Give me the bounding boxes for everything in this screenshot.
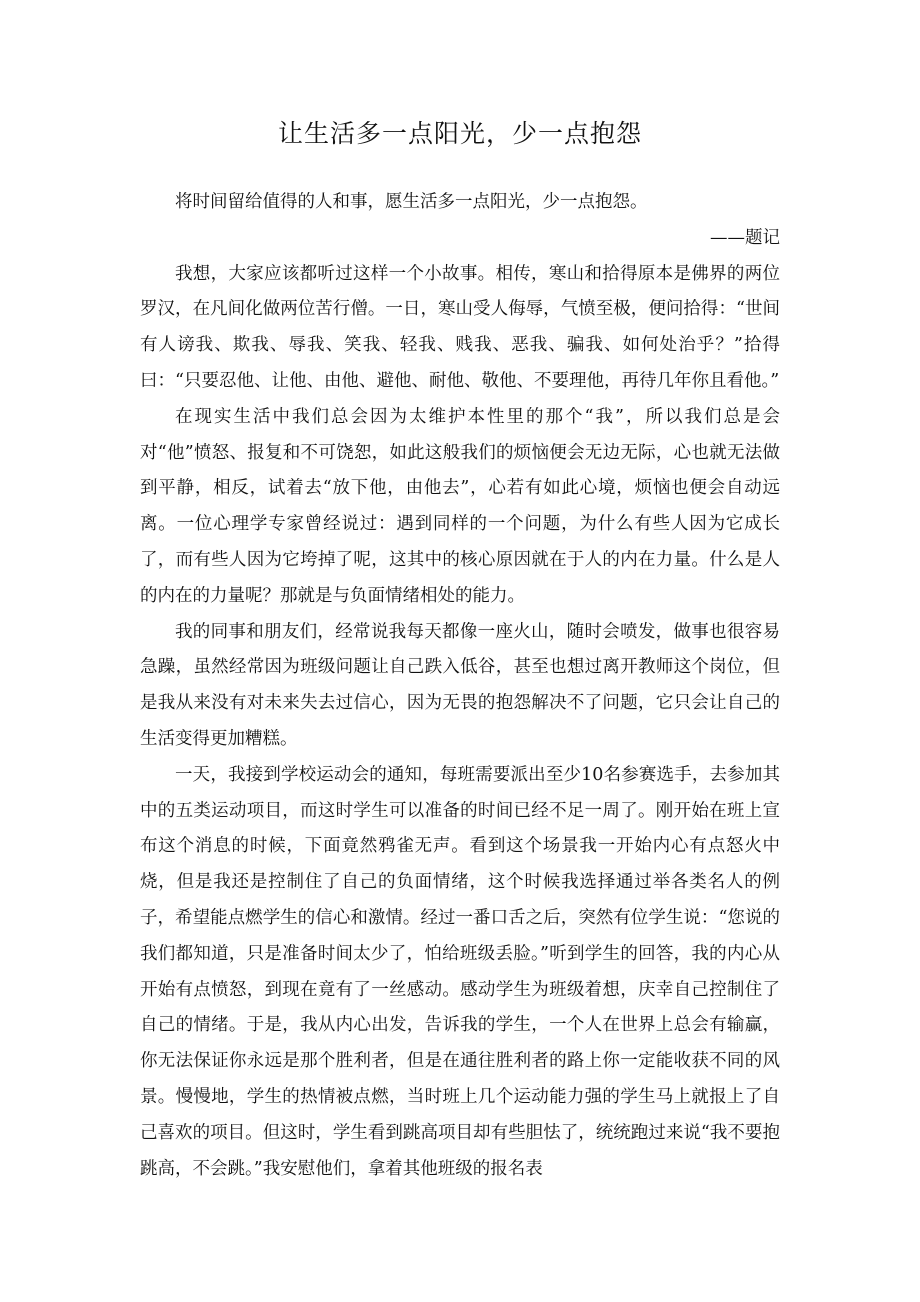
document-title: 让生活多一点阳光，少一点抱怨 [277, 119, 642, 148]
document-body [140, 185, 780, 1187]
paragraph-1: 我想，大家应该都听过这样一个小故事。相传，寒山和拾得原本是佛界的两位罗汉，在凡间化做两位苦行僧。一日，寒山受人侮辱，气愤至极，便问拾得：“世间有人谤我、欺我、辱我、笑我、轻我、贱我、恶我、骗我、如何处治乎？”拾得曰：“只要忍他、让他、由他、避他、耐他、敬他、不要理他，再待几年你且看他。” [140, 263, 780, 391]
paragraph-4: 一天，我接到学校运动会的通知，每班需要派出至少10名参赛选手，去参加其中的五类运动项目，而这时学生可以准备的时间已经不足一周了。刚开始在班上宣布这个消息的时候，下面竟然鸦雀无声。看到这个场景我一开始内心有点怒火中烧，但是我还是控制住了自己的负面情绪，这个时候我选择通过举各类名人的例子，希望能点燃学生的信心和激情。经过一番口舌之后，突然有位学生说：“您说的我们都知道，只是准备时间太少了，怕给班级丢脸。”听到学生的回答，我的内心从开始有点愤怒，到现在竟有了一丝感动。感动学生为班级着想，庆幸自己控制住了自己的情绪。于是，我从内心出发，告诉我的学生，一个人在世界上总会有输赢，你无法保证你永远是那个胜利者，但是在通往胜利者的路上你一定能收获不同的风景。慢慢地，学生的热情被点燃，当时班上几个运动能力强的学生马上就报上了自己喜欢的项目。但这时，学生看到跳高项目却有些胆怯了，统统跑过来说“我不要抱跳高，不会跳。”我安慰他们，拿着其他班级的报名表 [140, 764, 780, 1179]
paragraph-3: 我的同事和朋友们，经常说我每天都像一座火山，随时会喷发，做事也很容易急躁，虽然经常因为班级问题让自己跌入低谷，甚至也想过离开教师这个岗位，但是我从来没有对未来失去过信心，因为无畏的抱怨解决不了问题，它只会让自己的生活变得更加糟糕。 [140, 621, 780, 749]
epigraph-attribution: ——题记 [710, 227, 780, 248]
epigraph: 将时间留给值得的人和事，愿生活多一点阳光，少一点抱怨。 [175, 192, 648, 212]
paragraph-2: 在现实生活中我们总会因为太维护本性里的那个“我”，所以我们总是会对“他”愤怒、报复和不可饶恕，如此这般我们的烦恼便会无边无际，心也就无法做到平静，相反，试着去“放下他，由他去”，心若有如此心境，烦恼也便会自动远离。一位心理学专家曾经说过：遇到同样的一个问题，为什么有些人因为它成长了，而有些人因为它垮掉了呢，这其中的核心原因就在于人的内在力量。什么是人的内在的力量呢？那就是与负面情绪相处的能力。 [140, 406, 780, 606]
